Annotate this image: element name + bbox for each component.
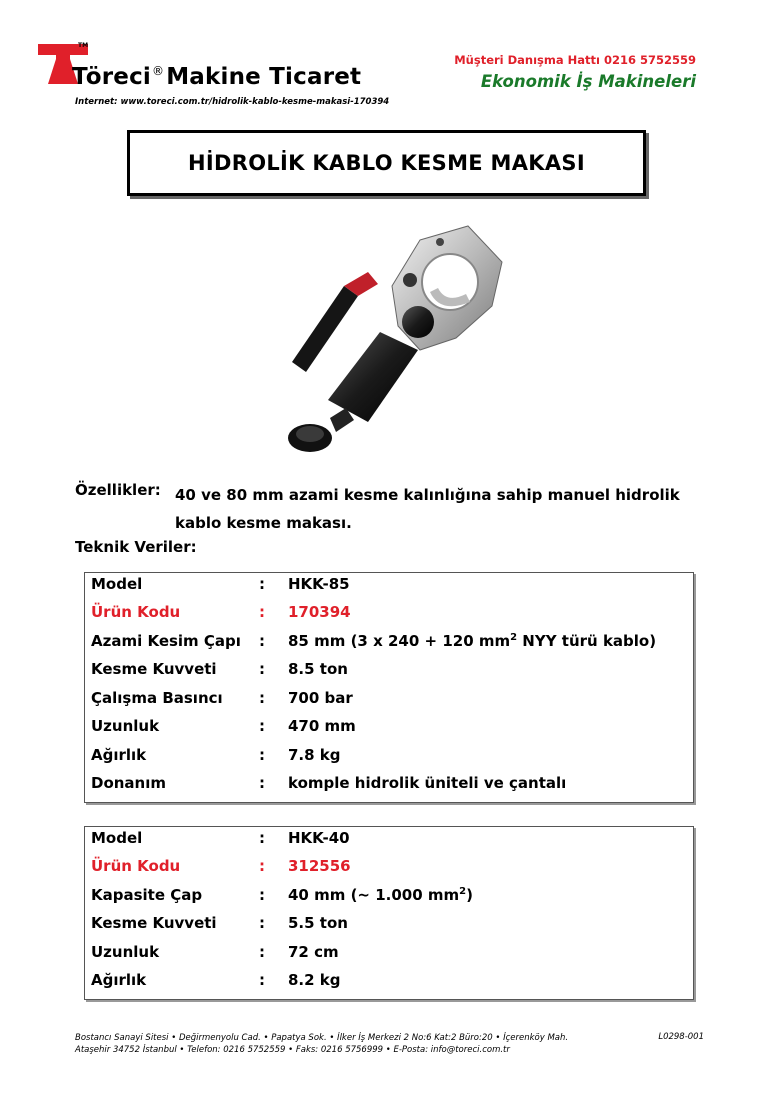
spec-value-part: 85 mm (3 x 240 + 120 mm: [288, 632, 511, 650]
spec-row-cutting-force: [85, 660, 693, 688]
spec-colon: :: [259, 971, 265, 989]
spec-colon: :: [259, 717, 265, 735]
company-slogan: Ekonomik İş Makineleri: [480, 72, 696, 91]
features-label: Özellikler:: [75, 481, 161, 499]
spec-key: Kesme Kuvveti: [91, 660, 217, 678]
spec-row-length: [85, 717, 693, 745]
footer-address: [75, 1032, 568, 1056]
spec-colon: :: [259, 660, 265, 678]
footer-line-1: Bostancı Sanayi Sitesi • Değirmenyolu Cad. • Papatya Sok. • İlker İş Merkezi 2 No:6 Kat:2 Büro:20 • İçerenköy Mah.: [75, 1033, 569, 1043]
spec-value: HKK-40: [288, 829, 350, 847]
spec-value-part: NYY türü kablo): [517, 632, 657, 650]
spec-value-part: 40 mm (~ 1.000 mm: [288, 886, 460, 904]
spec-key: Çalışma Basıncı: [91, 689, 223, 707]
spec-key: Uzunluk: [91, 717, 160, 735]
brand-name: Töreci: [72, 64, 151, 90]
technical-data-label: Teknik Veriler:: [75, 538, 197, 556]
spec-colon: :: [259, 886, 265, 904]
spec-key: Model: [91, 829, 143, 847]
spec-row-weight: [85, 746, 693, 774]
spec-colon: :: [259, 575, 265, 593]
spec-key: Azami Kesim Çapı: [91, 632, 241, 650]
spec-key: Ağırlık: [91, 971, 147, 989]
spec-row-model: [85, 575, 693, 603]
spec-key: Model: [91, 575, 143, 593]
spec-row-working-pressure: [85, 689, 693, 717]
spec-row-model: [85, 829, 693, 857]
spec-value: 7.8 kg: [288, 746, 341, 764]
spec-table-hkk-40: [84, 826, 694, 1000]
spec-key: Ağırlık: [91, 746, 147, 764]
spec-value: 8.5 ton: [288, 660, 348, 678]
spec-value: 8.2 kg: [288, 971, 341, 989]
trademark-mark: TM: [78, 42, 89, 49]
spec-row-product-code: [85, 603, 693, 631]
spec-colon: :: [259, 603, 265, 621]
spec-value: 312556: [288, 857, 351, 875]
spec-value: 700 bar: [288, 689, 353, 707]
spec-colon: :: [259, 632, 265, 650]
spec-key: Ürün Kodu: [91, 603, 181, 621]
spec-row-max-cut-diameter: [85, 632, 693, 660]
spec-value: [288, 886, 473, 904]
spec-value: 470 mm: [288, 717, 356, 735]
title-box: [127, 130, 646, 196]
spec-key: Donanım: [91, 774, 167, 792]
spec-value: HKK-85: [288, 575, 350, 593]
spec-colon: :: [259, 774, 265, 792]
registered-mark: ®: [152, 64, 165, 78]
page-title: HİDROLİK KABLO KESME MAKASI: [188, 151, 585, 175]
spec-colon: :: [259, 943, 265, 961]
spec-value: 5.5 ton: [288, 914, 348, 932]
spec-colon: :: [259, 746, 265, 764]
spec-colon: :: [259, 689, 265, 707]
spec-colon: :: [259, 857, 265, 875]
brand-suffix: Makine Ticaret: [166, 64, 362, 90]
spec-row-cutting-force: [85, 914, 693, 942]
spec-colon: :: [259, 914, 265, 932]
superscript: 2: [510, 632, 518, 643]
spec-key: Ürün Kodu: [91, 857, 181, 875]
spec-value: komple hidrolik üniteli ve çantalı: [288, 774, 567, 792]
features-text: 40 ve 80 mm azami kesme kalınlığına sahip manuel hidrolik kablo kesme makası.: [175, 486, 680, 532]
spec-key: Uzunluk: [91, 943, 160, 961]
spec-key: Kapasite Çap: [91, 886, 203, 904]
spec-row-product-code: [85, 857, 693, 885]
spec-colon: :: [259, 829, 265, 847]
spec-row-weight: [85, 971, 693, 999]
hydraulic-cable-cutter-image: [270, 222, 510, 460]
document-code: L0298-001: [658, 1032, 704, 1042]
spec-value: 72 cm: [288, 943, 339, 961]
footer-line-2: Ataşehir 34752 İstanbul • Telefon: 0216 5752559 • Faks: 0216 5756999 • E-Posta: info@toreci.com.tr: [75, 1045, 510, 1055]
spec-value: 170394: [288, 603, 351, 621]
spec-table-hkk-85: [84, 572, 694, 803]
company-name: [72, 64, 361, 90]
spec-row-capacity-diameter: [85, 886, 693, 914]
website-url[interactable]: Internet: www.toreci.com.tr/hidrolik-kablo-kesme-makasi-170394: [75, 97, 390, 107]
superscript: 2: [459, 886, 467, 897]
spec-value: [288, 632, 656, 650]
customer-hotline: Müşteri Danışma Hattı 0216 5752559: [454, 53, 696, 67]
spec-row-length: [85, 943, 693, 971]
spec-value-part: ): [466, 886, 473, 904]
spec-key: Kesme Kuvveti: [91, 914, 217, 932]
spec-row-equipment: [85, 774, 693, 802]
